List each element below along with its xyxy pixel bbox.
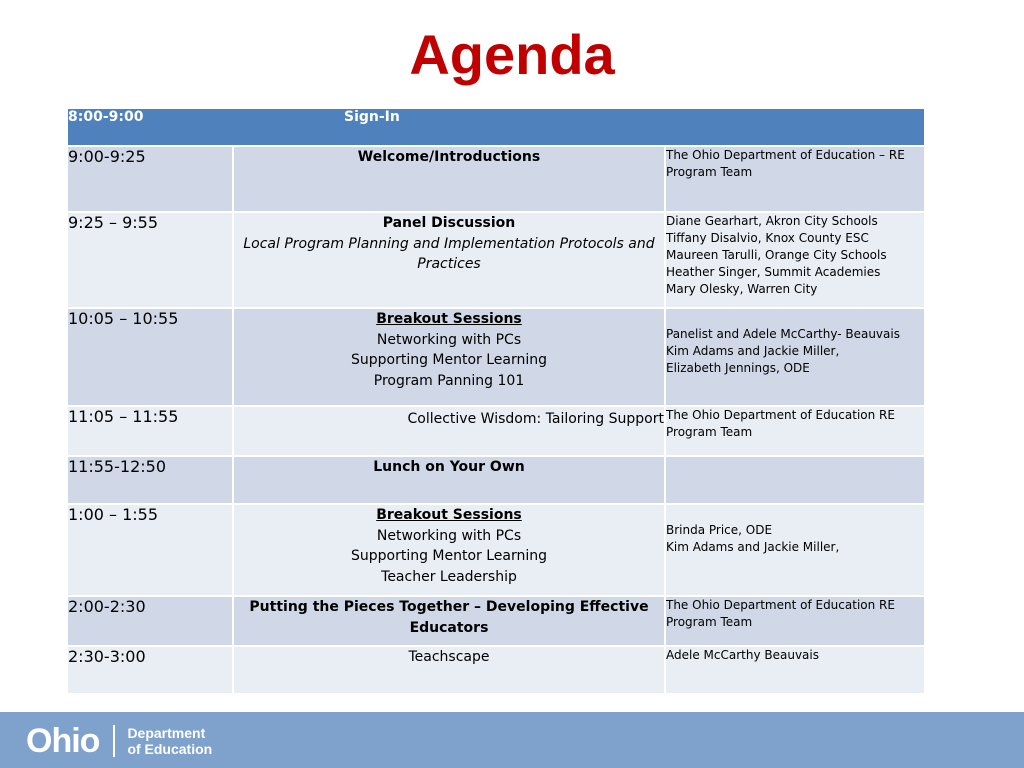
session-line: Networking with PCs (376, 527, 522, 544)
agenda-header-row (67, 108, 925, 146)
agenda-table (66, 107, 926, 695)
presenter-cell (665, 596, 925, 646)
session-line: Breakout Sessions (376, 507, 522, 523)
session-cell (233, 456, 665, 504)
agenda-row (67, 456, 925, 504)
session-line: Teacher Leadership (381, 568, 517, 585)
agenda-row (67, 212, 925, 308)
presenter-line: The Ohio Department of Education RE Program Team (666, 598, 895, 629)
presenter-line: Panelist and Adele McCarthy- Beauvais (666, 327, 900, 341)
agenda-row (67, 406, 925, 456)
session-cell (233, 504, 665, 596)
time-cell: 11:05 – 11:55 (67, 406, 233, 456)
session-line: Networking with PCs (376, 331, 522, 348)
presenter-line: Heather Singer, Summit Academies (666, 265, 881, 279)
session-cell (233, 146, 665, 212)
time-cell: 2:00-2:30 (67, 596, 233, 646)
time-cell: 1:00 – 1:55 (67, 504, 233, 596)
session-cell (233, 596, 665, 646)
presenter-line: Kim Adams and Jackie Miller, (666, 540, 840, 554)
agenda-row (67, 646, 925, 694)
logo-divider (113, 725, 115, 757)
session-line: Panel Discussion (382, 215, 516, 231)
agenda-row (67, 146, 925, 212)
session-line: Collective Wisdom: Tailoring Support (407, 411, 664, 427)
presenter-line: Adele McCarthy Beauvais (666, 648, 819, 662)
session-line: Putting the Pieces Together – Developing Effective Educators (249, 599, 649, 636)
ohio-education-logo (26, 722, 212, 760)
agenda-row (67, 596, 925, 646)
presenter-line: Maureen Tarulli, Orange City Schools (666, 248, 887, 262)
presenter-cell (665, 504, 925, 596)
time-cell: 11:55-12:50 (67, 456, 233, 504)
presenter-line: Diane Gearhart, Akron City Schools (666, 214, 878, 228)
header-time: 8:00-9:00 (68, 109, 144, 125)
presenter-cell (665, 456, 925, 504)
session-line: Local Program Planning and Implementation Protocols and Practices (243, 235, 655, 272)
agenda-row (67, 504, 925, 596)
presenter-line: Brinda Price, ODE (666, 523, 773, 537)
presenter-line: Tiffany Disalvio, Knox County ESC (666, 231, 869, 245)
session-line: Program Panning 101 (373, 372, 525, 389)
time-cell: 9:25 – 9:55 (67, 212, 233, 308)
session-line: Supporting Mentor Learning (350, 548, 548, 564)
session-line: Teachscape (408, 649, 490, 665)
presenter-cell (665, 212, 925, 308)
footer-band (0, 712, 1024, 768)
presenter-line: Mary Olesky, Warren City (666, 282, 818, 296)
presenter-cell (665, 646, 925, 694)
session-line: Supporting Mentor Learning (350, 352, 548, 368)
ohio-wordmark: Ohio (26, 722, 100, 760)
time-cell: 9:00-9:25 (67, 146, 233, 212)
header-session: Sign-In (344, 109, 400, 125)
presenter-line (666, 505, 924, 522)
session-line: Welcome/Introductions (357, 149, 541, 165)
session-line: Breakout Sessions (376, 311, 522, 327)
presenter-line: Kim Adams and Jackie Miller, (666, 344, 840, 358)
presenter-line (666, 309, 924, 326)
dept-line-1: Department (127, 725, 206, 741)
presenter-cell (665, 406, 925, 456)
presenter-line: The Ohio Department of Education – RE Program Team (666, 148, 905, 179)
session-cell (233, 406, 665, 456)
presenter-line: Elizabeth Jennings, ODE (666, 361, 810, 375)
header-cell (67, 108, 925, 146)
presenter-line: The Ohio Department of Education RE Program Team (666, 408, 895, 439)
department-name (127, 725, 212, 757)
session-line: Lunch on Your Own (373, 459, 525, 475)
session-cell (233, 308, 665, 406)
presenter-cell (665, 308, 925, 406)
time-cell: 10:05 – 10:55 (67, 308, 233, 406)
session-cell (233, 212, 665, 308)
dept-line-2: of Education (127, 741, 213, 757)
time-cell: 2:30-3:00 (67, 646, 233, 694)
agenda-row (67, 308, 925, 406)
slide-title: Agenda (409, 23, 615, 86)
presenter-cell (665, 146, 925, 212)
session-cell (233, 646, 665, 694)
